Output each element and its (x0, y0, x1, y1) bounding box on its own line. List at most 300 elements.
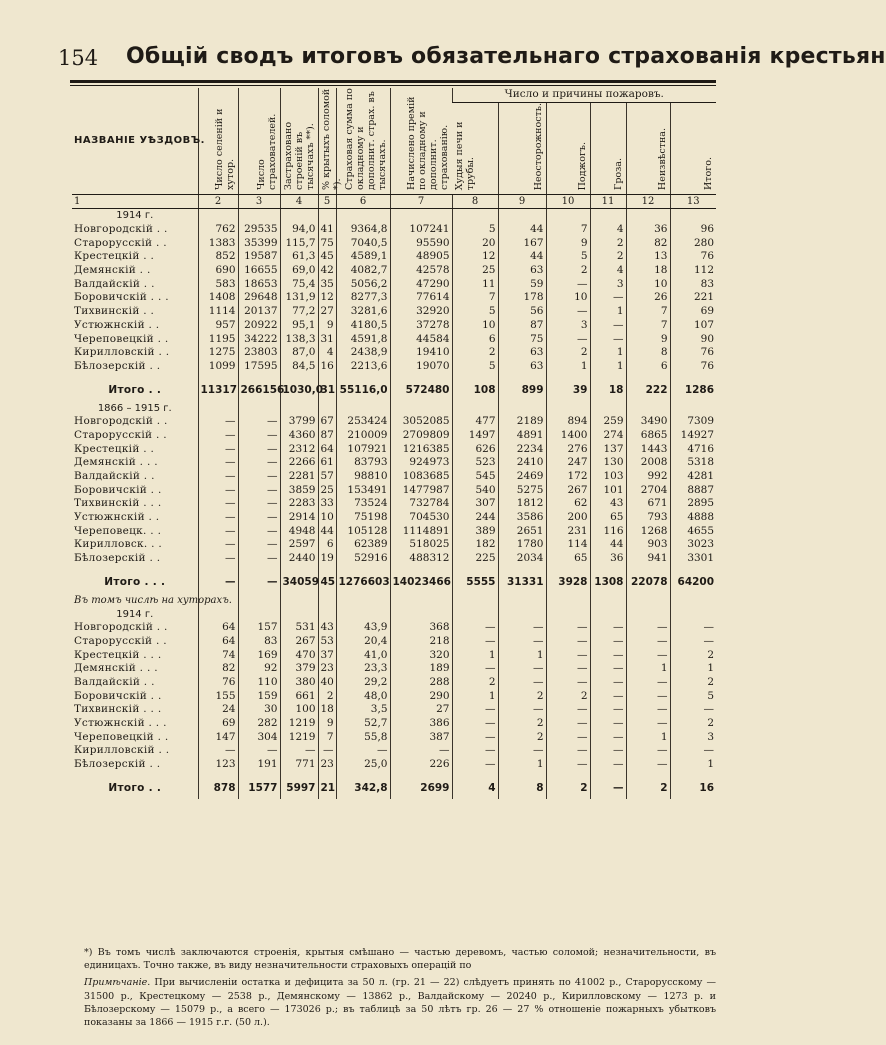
table-row (72, 497, 716, 511)
data-cell: 5 (452, 305, 498, 319)
data-cell: — (546, 277, 590, 291)
data-cell: 75198 (336, 511, 390, 525)
total-cell: 1276603 (336, 571, 390, 593)
data-cell: 9 (318, 318, 336, 332)
data-cell: 2189 (498, 415, 546, 429)
data-cell: 100 (280, 703, 318, 717)
data-cell: 123 (198, 758, 238, 772)
data-cell: 540 (452, 483, 498, 497)
data-cell: 10 (546, 291, 590, 305)
data-cell: 5 (452, 223, 498, 237)
data-cell: 76 (670, 250, 716, 264)
data-cell: 4589,1 (336, 250, 390, 264)
data-cell: 2034 (498, 552, 546, 566)
data-cell: 218 (390, 635, 452, 649)
data-cell: 110 (238, 676, 280, 690)
data-cell: 172 (546, 470, 590, 484)
data-cell: — (546, 703, 590, 717)
data-cell: 75 (318, 236, 336, 250)
district-name: Крестецкій . . (74, 442, 155, 455)
data-cell: 1383 (198, 236, 238, 250)
table-row (72, 360, 716, 374)
district-name: Новгородскій . . (74, 415, 168, 428)
data-cell: 671 (626, 497, 670, 511)
data-cell: 3052085 (390, 415, 452, 429)
data-cell: 62 (546, 497, 590, 511)
data-cell: 1400 (546, 429, 590, 443)
data-cell: 101 (590, 483, 626, 497)
data-cell: 477 (452, 415, 498, 429)
empty-cell (238, 593, 280, 607)
data-cell: — (626, 717, 670, 731)
data-cell: 3586 (498, 511, 546, 525)
data-cell: 42 (318, 264, 336, 278)
data-cell: — (590, 703, 626, 717)
table-row (72, 442, 716, 456)
data-cell: — (546, 332, 590, 346)
data-cell: — (590, 758, 626, 772)
header-rule (70, 80, 716, 83)
data-cell: — (452, 730, 498, 744)
data-cell: — (590, 662, 626, 676)
data-cell: — (198, 470, 238, 484)
data-cell: 25 (318, 483, 336, 497)
data-cell: 48905 (390, 250, 452, 264)
empty-cell (198, 401, 238, 415)
data-cell: 73524 (336, 497, 390, 511)
col-header-insured-sum: Страховая сумма по окладному и дополнит. страх. въ тысячахъ. (336, 88, 390, 194)
empty-cell (238, 401, 280, 415)
data-cell: 771 (280, 758, 318, 772)
data-cell: 20 (452, 236, 498, 250)
data-cell: 103 (590, 470, 626, 484)
data-cell: 7 (318, 730, 336, 744)
data-cell: 35399 (238, 236, 280, 250)
total-cell: 5997 (280, 777, 318, 799)
total-cell: 342,8 (336, 777, 390, 799)
data-cell: 138,3 (280, 332, 318, 346)
data-cell: 35 (318, 277, 336, 291)
table-row (72, 470, 716, 484)
total-cell: 45 (318, 571, 336, 593)
data-cell: 83793 (336, 456, 390, 470)
data-cell: 44584 (390, 332, 452, 346)
district-name: Череповецкій . . (74, 332, 169, 345)
data-cell: 96 (670, 223, 716, 237)
empty-cell (452, 607, 498, 621)
note-lead: Примѣчаніе. (84, 977, 151, 989)
column-number: 13 (670, 194, 716, 208)
data-cell: 2 (590, 250, 626, 264)
data-cell: 523 (452, 456, 498, 470)
data-cell: 387 (390, 730, 452, 744)
total-cell: 31331 (498, 571, 546, 593)
empty-cell (498, 607, 546, 621)
data-cell: 3,5 (336, 703, 390, 717)
table-row (72, 277, 716, 291)
col-header-unknown: Неизвѣстна. (626, 102, 670, 194)
data-cell: 63 (498, 346, 546, 360)
data-cell: 159 (238, 689, 280, 703)
district-name: Бѣлозерскій . . (74, 758, 161, 771)
data-cell: — (546, 662, 590, 676)
data-cell: 1 (498, 648, 546, 662)
data-cell: 157 (238, 621, 280, 635)
district-name: Крестецкій . . . (74, 648, 162, 661)
total-cell: 55116,0 (336, 379, 390, 401)
table-row (72, 676, 716, 690)
data-cell: 6865 (626, 429, 670, 443)
data-cell: 583 (198, 277, 238, 291)
data-cell: — (590, 648, 626, 662)
table-row (72, 538, 716, 552)
data-cell: 18 (318, 703, 336, 717)
data-cell: — (546, 758, 590, 772)
data-cell: 2469 (498, 470, 546, 484)
data-cell: 69 (670, 305, 716, 319)
data-cell: 41 (318, 223, 336, 237)
table-body (72, 208, 716, 799)
data-cell: 276 (546, 442, 590, 456)
data-cell: 7 (452, 291, 498, 305)
total-row (72, 571, 716, 593)
data-cell: 64 (318, 442, 336, 456)
data-cell: 37278 (390, 318, 452, 332)
empty-cell (318, 593, 336, 607)
total-cell: 1030,0 (280, 379, 318, 401)
data-cell: — (498, 676, 546, 690)
total-label: Итого . . (108, 781, 162, 794)
data-cell: 44 (318, 524, 336, 538)
data-cell: — (546, 621, 590, 635)
total-cell: 8 (498, 777, 546, 799)
data-cell: 25,0 (336, 758, 390, 772)
data-cell: 16 (318, 360, 336, 374)
data-cell: 1275 (198, 346, 238, 360)
section-heading-row (72, 401, 716, 415)
data-cell: 23803 (238, 346, 280, 360)
data-cell: 87 (318, 429, 336, 443)
data-cell: 12 (318, 291, 336, 305)
district-name: Валдайскій . . (74, 277, 155, 290)
data-cell: 470 (280, 648, 318, 662)
data-cell: 3490 (626, 415, 670, 429)
data-cell: 531 (280, 621, 318, 635)
data-cell: 112 (670, 264, 716, 278)
table-row (72, 305, 716, 319)
data-cell: 1 (670, 758, 716, 772)
data-cell: 107921 (336, 442, 390, 456)
total-cell: 22078 (626, 571, 670, 593)
data-cell: 7 (546, 223, 590, 237)
data-cell: — (452, 635, 498, 649)
data-cell: 690 (198, 264, 238, 278)
empty-cell (390, 593, 452, 607)
data-cell: 76 (670, 346, 716, 360)
data-cell: 1 (590, 360, 626, 374)
data-cell: 14927 (670, 429, 716, 443)
data-cell: 76 (198, 676, 238, 690)
data-cell: 9 (626, 332, 670, 346)
empty-cell (590, 607, 626, 621)
data-cell: 6 (626, 360, 670, 374)
data-cell: 4655 (670, 524, 716, 538)
table-row (72, 223, 716, 237)
empty-cell (280, 607, 318, 621)
data-cell: 43 (590, 497, 626, 511)
empty-cell (198, 208, 238, 222)
col-header-name: НАЗВАНІЕ УѢЗДОВЪ. (72, 88, 198, 194)
data-cell: — (238, 429, 280, 443)
data-cell: — (390, 744, 452, 758)
data-cell: 304 (238, 730, 280, 744)
data-cell: 732784 (390, 497, 452, 511)
data-cell: 9364,8 (336, 223, 390, 237)
table-row (72, 689, 716, 703)
data-cell: 17595 (238, 360, 280, 374)
data-cell: 20,4 (336, 635, 390, 649)
table-row (72, 730, 716, 744)
data-cell: — (336, 744, 390, 758)
data-cell: 4891 (498, 429, 546, 443)
data-cell: — (626, 744, 670, 758)
district-name: Боровичскій . . . (74, 291, 169, 304)
data-cell: 253424 (336, 415, 390, 429)
data-cell: 2213,6 (336, 360, 390, 374)
data-cell: 4180,5 (336, 318, 390, 332)
data-cell: — (198, 497, 238, 511)
data-cell: — (590, 318, 626, 332)
data-cell: 130 (590, 456, 626, 470)
data-cell: 131,9 (280, 291, 318, 305)
data-cell: 182 (452, 538, 498, 552)
data-cell: 957 (198, 318, 238, 332)
data-cell: 12 (452, 250, 498, 264)
district-name: Кирилловскій . . (74, 346, 170, 359)
data-cell: 44 (498, 223, 546, 237)
data-cell: 82 (198, 662, 238, 676)
data-cell: 23 (318, 758, 336, 772)
data-cell: — (590, 676, 626, 690)
column-number: 5 (318, 194, 336, 208)
total-cell: 31 (318, 379, 336, 401)
data-cell: 34222 (238, 332, 280, 346)
data-cell: 9 (318, 717, 336, 731)
data-cell: 191 (238, 758, 280, 772)
data-cell: 1195 (198, 332, 238, 346)
data-cell: — (198, 456, 238, 470)
data-cell: 320 (390, 648, 452, 662)
data-cell: 1 (626, 662, 670, 676)
data-cell: — (238, 442, 280, 456)
empty-cell (626, 607, 670, 621)
data-cell: — (498, 744, 546, 758)
district-name: Старорусскій . . (74, 236, 167, 249)
data-cell: 2 (498, 730, 546, 744)
data-cell: 1216385 (390, 442, 452, 456)
data-cell: — (626, 648, 670, 662)
total-cell: 21 (318, 777, 336, 799)
data-cell: 924973 (390, 456, 452, 470)
data-cell: 4591,8 (336, 332, 390, 346)
table-row (72, 236, 716, 250)
data-cell: 307 (452, 497, 498, 511)
table-row (72, 744, 716, 758)
data-cell: 2597 (280, 538, 318, 552)
empty-cell (318, 607, 336, 621)
page-title: Общій сводъ итоговъ обязательнаго страхованія крестьян (126, 44, 886, 69)
data-cell: 18653 (238, 277, 280, 291)
data-cell: 903 (626, 538, 670, 552)
data-cell: 4281 (670, 470, 716, 484)
col-header-straw-pct: % крытыхъ соломой *). (318, 88, 336, 194)
empty-cell (336, 593, 390, 607)
table-row (72, 332, 716, 346)
table-row (72, 758, 716, 772)
district-name: Череповецк. . . (74, 524, 162, 537)
data-cell: 94,0 (280, 223, 318, 237)
data-cell: 1083685 (390, 470, 452, 484)
data-cell: 1268 (626, 524, 670, 538)
data-cell: 30 (238, 703, 280, 717)
data-cell: 189 (390, 662, 452, 676)
data-cell: 65 (590, 511, 626, 525)
data-cell: 1219 (280, 717, 318, 731)
data-cell: 2 (670, 676, 716, 690)
total-cell: 1286 (670, 379, 716, 401)
data-cell: 37 (318, 648, 336, 662)
data-cell: 137 (590, 442, 626, 456)
data-cell: — (198, 483, 238, 497)
data-cell: 77614 (390, 291, 452, 305)
insurance-summary-table (72, 88, 716, 799)
district-name: Тихвинскій . . (74, 305, 155, 318)
data-cell: 380 (280, 676, 318, 690)
column-number: 9 (498, 194, 546, 208)
data-cell: 231 (546, 524, 590, 538)
data-cell: — (198, 442, 238, 456)
column-number: 3 (238, 194, 280, 208)
data-cell: 18 (626, 264, 670, 278)
data-cell: 1477987 (390, 483, 452, 497)
data-cell: 55,8 (336, 730, 390, 744)
data-cell: 32920 (390, 305, 452, 319)
data-cell: 7040,5 (336, 236, 390, 250)
data-cell: — (198, 511, 238, 525)
data-cell: 290 (390, 689, 452, 703)
data-cell: 95590 (390, 236, 452, 250)
data-cell: 6 (318, 538, 336, 552)
note-body: При вычисленіи остатка и дефицита за 50 л. (гр. 21 — 22) слѣдуетъ принять по 41002 р., Старорусскому — 31500 р., Крестецкому — 2538 р., Демянскому — 13862 р., Валдайскому — 20240 р., Кирилловскому — 1273 р. и Бѣлозерскому — 15079 р., а всего — 173026 р.; въ таблицѣ за 50 лѣтъ гр. 26 — 27 % отношеніе пожарныхъ убытковъ показаны за 1866 — 1915 г.г. (50 л.). (84, 977, 716, 1029)
total-cell: 878 (198, 777, 238, 799)
data-cell: 74 (198, 648, 238, 662)
empty-cell (318, 401, 336, 415)
data-cell: 282 (238, 717, 280, 731)
data-cell: 368 (390, 621, 452, 635)
data-cell: 225 (452, 552, 498, 566)
data-cell: — (670, 703, 716, 717)
data-cell: 42578 (390, 264, 452, 278)
district-name: Тихвинскій . . . (74, 497, 162, 510)
column-number: 7 (390, 194, 452, 208)
table-row (72, 511, 716, 525)
district-name: Новгородскій . . (74, 621, 168, 634)
data-cell: — (198, 524, 238, 538)
data-cell: 36 (590, 552, 626, 566)
total-cell: 16 (670, 777, 716, 799)
column-number-row (72, 194, 716, 208)
data-cell: 44 (498, 250, 546, 264)
data-cell: 2914 (280, 511, 318, 525)
district-name: Устюжнскій . . (74, 318, 160, 331)
data-cell: 84,5 (280, 360, 318, 374)
column-number: 10 (546, 194, 590, 208)
data-cell: 2410 (498, 456, 546, 470)
data-cell: 63 (498, 360, 546, 374)
column-number: 8 (452, 194, 498, 208)
empty-cell (280, 593, 318, 607)
data-cell: 48,0 (336, 689, 390, 703)
data-cell: 518025 (390, 538, 452, 552)
data-cell: 2 (498, 717, 546, 731)
data-cell: 4 (318, 346, 336, 360)
data-cell: 67 (318, 415, 336, 429)
page-header (58, 42, 886, 76)
data-cell: — (452, 703, 498, 717)
table-row (72, 703, 716, 717)
data-cell: 226 (390, 758, 452, 772)
data-cell: 2 (546, 264, 590, 278)
data-cell: 107 (670, 318, 716, 332)
data-cell: — (198, 552, 238, 566)
table-row (72, 250, 716, 264)
data-cell: 57 (318, 470, 336, 484)
data-cell: 116 (590, 524, 626, 538)
data-cell: 2 (318, 689, 336, 703)
data-cell: 63 (498, 264, 546, 278)
data-cell: 29,2 (336, 676, 390, 690)
data-cell: 1 (498, 758, 546, 772)
empty-cell (336, 607, 390, 621)
data-cell: 64 (198, 621, 238, 635)
data-cell: 8 (626, 346, 670, 360)
data-cell: 1114891 (390, 524, 452, 538)
data-cell: 178 (498, 291, 546, 305)
table-row (72, 524, 716, 538)
data-cell: 2895 (670, 497, 716, 511)
table-row (72, 346, 716, 360)
empty-cell (318, 208, 336, 222)
data-cell: 83 (670, 277, 716, 291)
data-cell: 19 (318, 552, 336, 566)
data-cell: 56 (498, 305, 546, 319)
col-header-insurers: Число страхователей. (238, 88, 280, 194)
data-cell: 2 (498, 689, 546, 703)
data-cell: 169 (238, 648, 280, 662)
data-cell: 147 (198, 730, 238, 744)
data-cell: 267 (546, 483, 590, 497)
data-cell: — (238, 744, 280, 758)
district-name: Устюжнскій . . . (74, 717, 167, 729)
district-name: Кирилловскій . . (74, 744, 170, 757)
data-cell: — (238, 524, 280, 538)
data-cell: 25 (452, 264, 498, 278)
data-cell: 2709809 (390, 429, 452, 443)
data-cell: 894 (546, 415, 590, 429)
data-cell: 2 (670, 717, 716, 731)
data-cell: — (318, 744, 336, 758)
data-cell: 77,2 (280, 305, 318, 319)
